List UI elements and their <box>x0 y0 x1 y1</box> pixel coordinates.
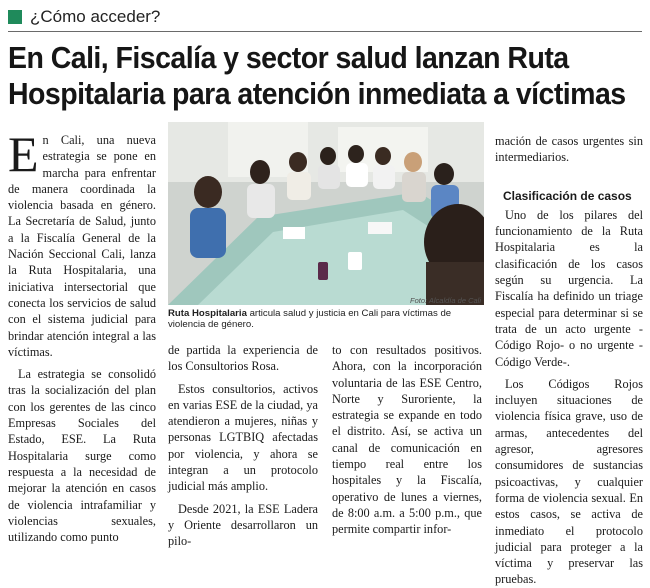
paragraph: to con resultados positivos. Ahora, con la incorporación voluntaria de las ESE Centro, Norte y Suroriente, la estrategia se expande en todo el distrito. Así, se activa un canal de comunicación en tiempo real entre los hospitales y la Fiscalía, operativo de lunes a viernes, de 8:00 a.m. a 5:00 p.m., que permite compartir infor- <box>332 343 482 537</box>
paragraph: mación de casos urgentes sin intermediarios. <box>495 134 643 165</box>
paragraph: Los Códigos Rojos incluyen situaciones de violencia física grave, uso de armas, antecedentes del agresor, agresores consumidores de sustancias psicoactivas, y cualquier forma de violencia sexual. En estos casos, se activa de inmediato el protocolo judicial para proteger a la víctima y preservar las pruebas. <box>495 376 643 587</box>
subheading: Clasificación de casos <box>503 188 632 203</box>
paragraph <box>8 126 156 360</box>
headline-line-1: En Cali, Fiscalía y sector salud lanzan Ruta <box>8 40 569 75</box>
paragraph: Estos consultorios, activos en varias ESE de la ciudad, ya atendieron a mujeres, niñas y personas LGTBIQ afectadas por violencia, y ahora se integran a un protocolo judicial más amplio. <box>168 381 318 494</box>
article-photo <box>168 122 484 305</box>
article-column-1 <box>8 126 156 545</box>
photo-credit: Foto: Alcaldía de Cali <box>409 296 481 305</box>
article-column-4 <box>495 133 643 588</box>
article-column-2 <box>168 342 318 550</box>
paragraph-text: n Cali, una nueva estrategia se pone en marcha para enfrentar de manera coordinada la violencia basada en género. La Secretaría de Salud, junto a la Fiscalía General de la Nación Seccional Cali, lanza la Ruta Hospitalaria, una iniciativa intersectorial que conecta los servicios de salud con el sistema judicial para brindar atención integral a las víctimas. <box>8 133 156 359</box>
section-marker-icon <box>8 10 22 24</box>
meeting-photo-illustration <box>168 122 484 305</box>
paragraph: Desde 2021, la ESE Ladera y Oriente desarrollaron un pilo- <box>168 501 318 549</box>
caption-text: articula salud y justicia en Cali para víctimas de violencia de género. <box>168 308 452 330</box>
section-header <box>8 7 642 32</box>
paragraph: de partida la experiencia de los Consultorios Rosa. <box>168 343 318 374</box>
section-label: ¿Cómo acceder? <box>30 7 161 26</box>
headline-line-2: Hospitalaria para atención inmediata a víctimas <box>8 76 626 111</box>
photo-caption <box>168 308 484 330</box>
paragraph: Uno de los pilares del funcionamiento de la Ruta Hospitalaria es la clasificación de los casos según su urgencia. La Fiscalía ha definido un triage especial para determinar si se trata de un acto urgente -Código Rojo- o no urgente -Código Verde-. <box>495 207 643 369</box>
article-column-3 <box>332 342 482 538</box>
headline <box>8 40 626 112</box>
caption-bold: Ruta Hospitalaria <box>168 308 247 319</box>
paragraph: La estrategia se consolidó tras la socialización del plan con los gerentes de las cinco Empresas Sociales del Estado, ESE. La Ruta Hospitalaria surge como respuesta a la necesidad de mejorar la atención en casos de violencia intrafamiliar y violencias sexuales, utilizando como punto <box>8 367 156 545</box>
drop-cap: E <box>8 126 39 182</box>
